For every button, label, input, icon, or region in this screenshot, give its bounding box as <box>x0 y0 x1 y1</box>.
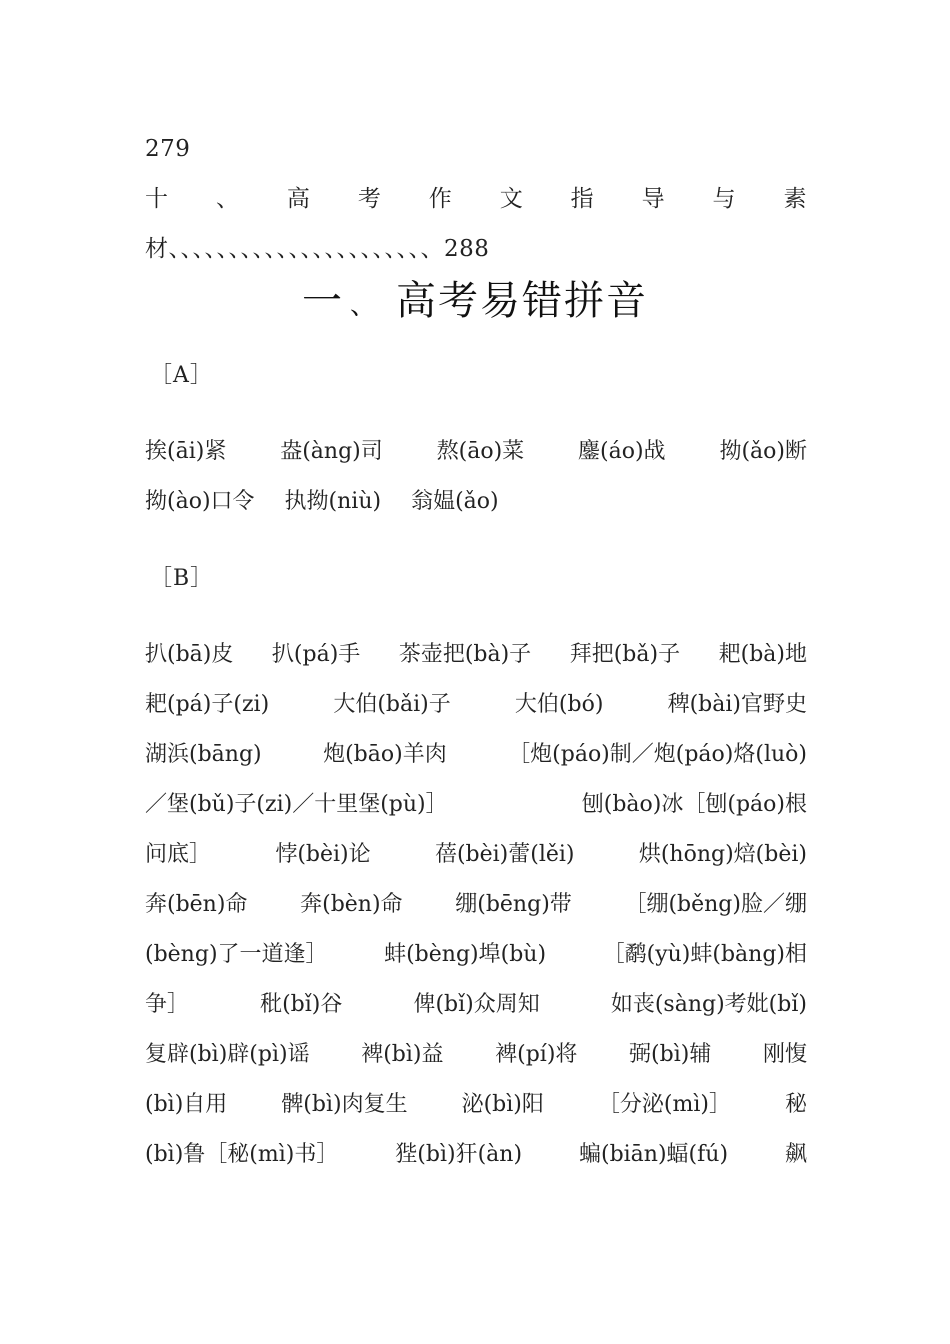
pinyin-entry: ［分泌(mì)］ <box>597 1092 731 1117</box>
pinyin-entry: 俾(bǐ)众周知 <box>413 992 540 1017</box>
toc-title-char: 指 <box>570 186 595 212</box>
heading-number: 一 <box>301 278 344 324</box>
text-row <box>145 930 807 980</box>
pinyin-entry: 拗(ǎo)断 <box>719 439 807 464</box>
pinyin-entry: 茶壶把(bà)子 <box>398 642 532 667</box>
pinyin-entry: ／堡(bǔ)子(zi)／十里堡(pù)］ <box>145 792 448 817</box>
heading-separator: 、 <box>349 291 378 321</box>
text-row <box>145 780 807 830</box>
section-label-a: ［A］ <box>150 363 213 388</box>
pinyin-entry: 蝙(biān)蝠(fú) <box>578 1142 729 1167</box>
pinyin-entry: 湖浜(bāng) <box>145 742 262 767</box>
pinyin-entry: 髀(bì)肉复生 <box>281 1092 408 1117</box>
text-row <box>145 1030 807 1080</box>
heading-text: 高考易错拼音 <box>396 278 648 324</box>
toc-title-char: 、 <box>215 186 240 212</box>
toc-title-char: 与 <box>712 186 736 212</box>
pinyin-entry: 奔(bèn)命 <box>300 892 403 917</box>
pinyin-entry: 耙(bà)地 <box>718 642 807 667</box>
pinyin-entry: 泌(bì)阳 <box>461 1092 544 1117</box>
text-row <box>145 630 807 680</box>
pinyin-entry: 秘 <box>784 1092 807 1117</box>
toc-title-char: 考 <box>357 186 382 212</box>
text-row <box>145 680 807 730</box>
pinyin-entry: 问底］ <box>145 842 212 867</box>
pinyin-entry: 大伯(bó) <box>514 692 604 717</box>
text-row <box>145 980 807 1030</box>
pinyin-entry: 悖(bèi)论 <box>275 842 371 867</box>
pinyin-entry: 鏖(áo)战 <box>578 439 666 464</box>
text-row <box>145 730 807 780</box>
toc-title-char: 高 <box>286 186 311 212</box>
pinyin-entry: 扒(pá)手 <box>271 642 361 667</box>
pinyin-entry: 拜把(bǎ)子 <box>569 642 681 667</box>
pinyin-entry: 裨(bì)益 <box>361 1042 444 1067</box>
pinyin-entry: 如丧(sàng)考妣(bǐ) <box>610 992 807 1017</box>
pinyin-entry: 盎(àng)司 <box>280 439 383 464</box>
toc-page-number: 279 <box>145 136 191 162</box>
text-row <box>145 427 807 477</box>
section-a-body <box>145 427 807 527</box>
pinyin-entry: 蚌(bèng)埠(bù) <box>384 942 547 967</box>
pinyin-entry: 大伯(bǎi)子 <box>333 692 451 717</box>
toc-title-char: 素 <box>783 186 807 212</box>
text-row <box>145 477 807 527</box>
pinyin-entry: 熬(āo)菜 <box>436 439 525 464</box>
toc-entry-leader: 材、、、、、、、、、、、、、、、、、、、、、、288 <box>145 236 490 262</box>
pinyin-entry: 挨(āi)紧 <box>145 439 227 464</box>
section-label-b: ［B］ <box>150 566 214 591</box>
pinyin-entry: 耙(pá)子(zi) <box>145 692 270 717</box>
pinyin-entry: 复辟(bì)辟(pì)谣 <box>145 1042 310 1067</box>
pinyin-entry: 执拗(niù) <box>284 489 382 514</box>
pinyin-entry: ［炮(páo)制／炮(páo)烙(luò) <box>508 742 807 767</box>
pinyin-entry: 刨(bào)冰［刨(páo)根 <box>581 792 807 817</box>
pinyin-entry: 刚愎 <box>762 1042 807 1067</box>
text-row <box>145 1130 807 1180</box>
pinyin-entry: ［鹬(yù)蚌(bàng)相 <box>602 942 807 967</box>
pinyin-entry: 弼(bì)辅 <box>629 1042 712 1067</box>
pinyin-entry: 蓓(bèi)蕾(lěi) <box>434 842 575 867</box>
pinyin-entry: 秕(bǐ)谷 <box>260 992 343 1017</box>
text-row <box>145 830 807 880</box>
pinyin-entry: (bì)鲁［秘(mì)书］ <box>145 1142 339 1167</box>
pinyin-entry: 炮(bāo)羊肉 <box>323 742 447 767</box>
text-row <box>145 880 807 930</box>
chapter-heading <box>0 274 950 333</box>
pinyin-entry: 扒(bā)皮 <box>145 642 234 667</box>
pinyin-entry: 绷(bēng)带 <box>455 892 572 917</box>
pinyin-entry: (bì)自用 <box>145 1092 228 1117</box>
pinyin-entry: 拗(ào)口令 <box>145 489 255 514</box>
text-row <box>145 1080 807 1130</box>
toc-title-char: 十 <box>145 186 169 212</box>
pinyin-entry: 争］ <box>145 992 190 1017</box>
pinyin-entry: 烘(hōng)焙(bèi) <box>638 842 807 867</box>
pinyin-entry: 飙 <box>784 1142 807 1167</box>
section-b-body <box>145 630 807 1180</box>
toc-title-char: 文 <box>499 186 524 212</box>
pinyin-entry: ［绷(běng)脸／绷 <box>624 892 807 917</box>
pinyin-entry: 稗(bài)官野史 <box>667 692 807 717</box>
pinyin-entry: (bèng)了一道逢］ <box>145 942 328 967</box>
pinyin-entry: 奔(bēn)命 <box>145 892 248 917</box>
toc-title-char: 导 <box>641 186 666 212</box>
pinyin-entry: 翁媪(ǎo) <box>411 489 499 514</box>
pinyin-entry: 裨(pí)将 <box>495 1042 578 1067</box>
toc-entry-title <box>145 174 807 224</box>
pinyin-entry: 狴(bì)犴(àn) <box>395 1142 523 1167</box>
toc-title-char: 作 <box>428 186 453 212</box>
